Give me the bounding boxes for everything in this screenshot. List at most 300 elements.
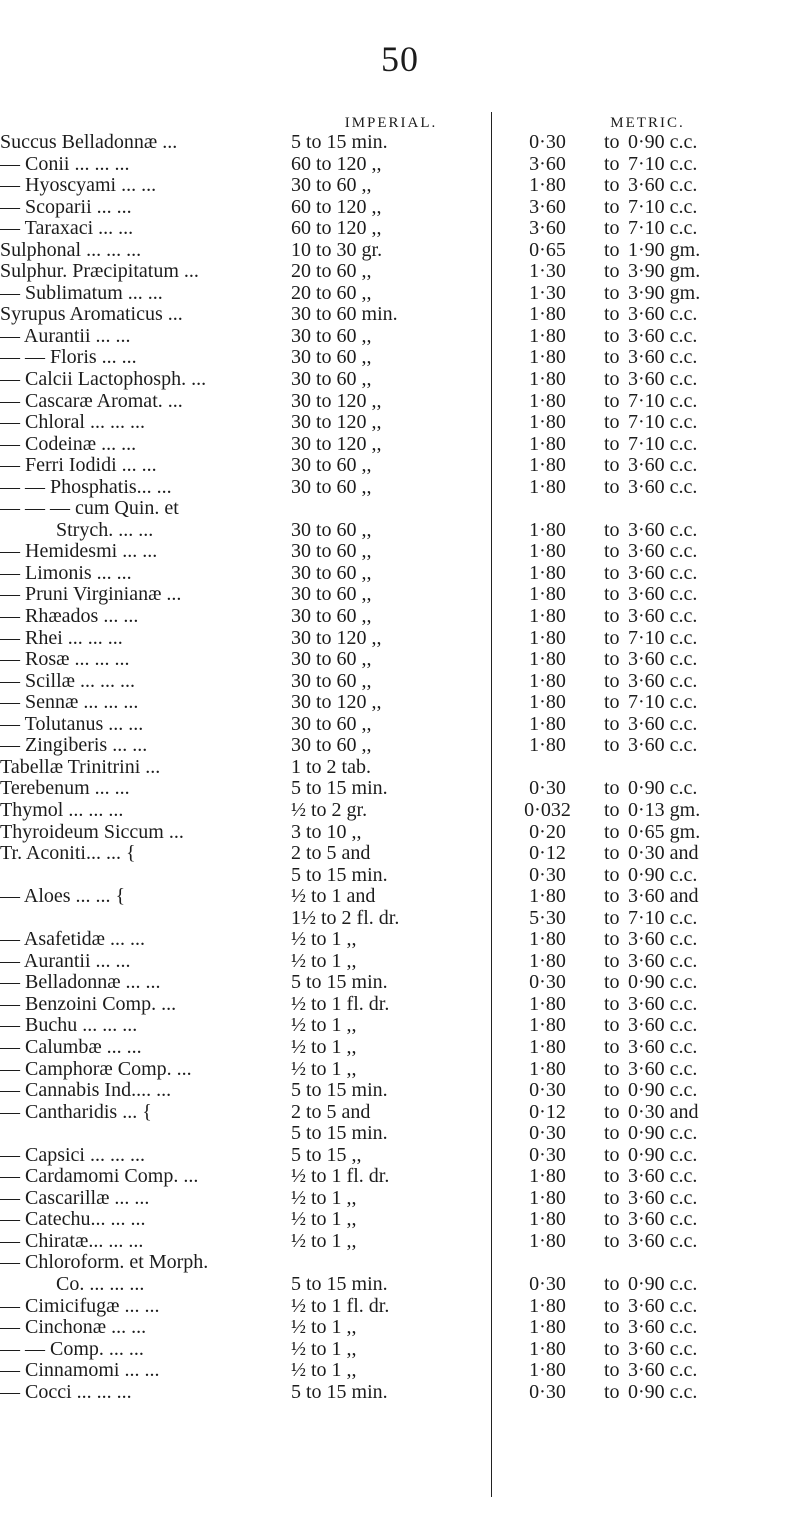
- row-metric-low: 1·80: [529, 1316, 566, 1339]
- row-metric-high: 3·60 c.c.: [628, 669, 698, 692]
- row-metric-high: 7·10 c.c.: [628, 906, 698, 929]
- row-metric-low: 3·60: [529, 217, 566, 240]
- table-row: [0, 240, 800, 262]
- row-metric-low: 1·80: [529, 174, 566, 197]
- row-name: — Benzoini Comp. ...: [0, 992, 177, 1015]
- row-metric-to: to: [604, 928, 620, 951]
- row-name: — Chiratæ... ... ...: [0, 1229, 144, 1252]
- row-imperial: ½ to 1 fl. dr.: [291, 1165, 390, 1188]
- row-metric-low: 1·80: [529, 475, 566, 498]
- row-imperial: 5 to 15 min.: [291, 1122, 388, 1145]
- row-name: — Cascarillæ ... ...: [0, 1186, 150, 1209]
- row-imperial: 30 to 120 ,,: [291, 432, 382, 455]
- row-metric-low: 1·80: [529, 540, 566, 563]
- row-name: Co. ... ... ...: [56, 1272, 145, 1295]
- table-row: [0, 1188, 800, 1210]
- table-row: [0, 1252, 800, 1274]
- row-metric-high: 7·10 c.c.: [628, 195, 698, 218]
- row-metric-high: 3·60 c.c.: [628, 1337, 698, 1360]
- row-metric-to: to: [604, 1337, 620, 1360]
- row-metric-to: to: [604, 217, 620, 240]
- table-row: [0, 261, 800, 283]
- row-imperial: 20 to 60 ,,: [291, 260, 372, 283]
- metric-header: METRIC.: [610, 115, 685, 131]
- row-name: — Cannabis Ind.... ...: [0, 1079, 172, 1102]
- row-imperial: 30 to 60 ,,: [291, 583, 372, 606]
- row-metric-high: 3·60 c.c.: [628, 1359, 698, 1382]
- row-metric-low: 0·20: [529, 820, 566, 843]
- row-metric-high: 3·60 c.c.: [628, 1186, 698, 1209]
- row-metric-to: to: [604, 540, 620, 563]
- table-row: [0, 326, 800, 348]
- dosage-table: [0, 132, 800, 1403]
- row-imperial: 30 to 120 ,,: [291, 691, 382, 714]
- row-metric-high: 0·90 c.c.: [628, 1079, 698, 1102]
- row-metric-low: 1·80: [529, 583, 566, 606]
- row-metric-to: to: [604, 1229, 620, 1252]
- row-imperial: 30 to 60 ,,: [291, 561, 372, 584]
- row-metric-low: 1·80: [529, 885, 566, 908]
- table-row: [0, 498, 800, 520]
- row-metric-to: to: [604, 1380, 620, 1403]
- row-name: Syrupus Aromaticus ...: [0, 303, 183, 326]
- row-metric-high: 7·10 c.c.: [628, 152, 698, 175]
- table-row: [0, 1080, 800, 1102]
- table-row: [0, 714, 800, 736]
- row-name: — Rosæ ... ... ...: [0, 648, 130, 671]
- row-name: — Taraxaci ... ...: [0, 217, 134, 240]
- row-metric-high: 7·10 c.c.: [628, 432, 698, 455]
- row-metric-to: to: [604, 669, 620, 692]
- row-metric-to: to: [604, 906, 620, 929]
- row-metric-low: 1·30: [529, 260, 566, 283]
- row-metric-high: 3·60 c.c.: [628, 928, 698, 951]
- row-name: — Ferri Iodidi ... ...: [0, 454, 157, 477]
- table-row: [0, 628, 800, 650]
- row-metric-low: 1·80: [529, 432, 566, 455]
- row-metric-low: 0·65: [529, 238, 566, 261]
- row-metric-high: 3·60 c.c.: [628, 648, 698, 671]
- row-imperial: 30 to 60 ,,: [291, 368, 372, 391]
- row-metric-high: 0·30 and: [628, 842, 699, 865]
- row-metric-low: 1·80: [529, 691, 566, 714]
- row-metric-to: to: [604, 842, 620, 865]
- row-imperial: 5 to 15 min.: [291, 1079, 388, 1102]
- row-metric-to: to: [604, 1143, 620, 1166]
- table-row: [0, 1166, 800, 1188]
- table-row: [0, 1296, 800, 1318]
- table-row: [0, 455, 800, 477]
- row-metric-to: to: [604, 432, 620, 455]
- table-row: [0, 822, 800, 844]
- imperial-header: IMPERIAL.: [344, 115, 438, 131]
- table-row: [0, 391, 800, 413]
- row-metric-high: 7·10 c.c.: [628, 411, 698, 434]
- row-name: — Calcii Lactophosph. ...: [0, 368, 207, 391]
- row-name: — Scoparii ... ...: [0, 195, 132, 218]
- row-imperial: ½ to 1 ,,: [291, 1229, 357, 1252]
- row-metric-to: to: [604, 324, 620, 347]
- row-imperial: ½ to 1 fl. dr.: [291, 992, 390, 1015]
- row-name: — Hyoscyami ... ...: [0, 174, 157, 197]
- row-metric-high: 3·60 c.c.: [628, 583, 698, 606]
- table-row: [0, 865, 800, 887]
- row-metric-to: to: [604, 1359, 620, 1382]
- row-metric-low: 1·80: [529, 1337, 566, 1360]
- row-metric-low: 0·30: [529, 1143, 566, 1166]
- row-metric-high: 0·90 c.c.: [628, 1380, 698, 1403]
- row-imperial: ½ to 1 and: [291, 885, 376, 908]
- table-row: [0, 1339, 800, 1361]
- row-imperial: 30 to 60 ,,: [291, 454, 372, 477]
- row-metric-to: to: [604, 583, 620, 606]
- row-metric-to: to: [604, 131, 620, 153]
- row-metric-to: to: [604, 1035, 620, 1058]
- row-metric-low: 1·80: [529, 626, 566, 649]
- row-imperial: 2 to 5 and: [291, 842, 371, 865]
- row-imperial: ½ to 2 gr.: [291, 798, 368, 821]
- row-metric-high: 7·10 c.c.: [628, 389, 698, 412]
- row-metric-high: 3·60 c.c.: [628, 712, 698, 735]
- row-metric-to: to: [604, 798, 620, 821]
- table-row: [0, 886, 800, 908]
- row-metric-high: 3·90 gm.: [628, 281, 701, 304]
- table-row: [0, 972, 800, 994]
- row-name: Terebenum ... ...: [0, 777, 130, 800]
- row-name: Tr. Aconiti... ... {: [0, 842, 136, 865]
- row-name: Thymol ... ... ...: [0, 798, 124, 821]
- table-row: [0, 1382, 800, 1404]
- row-metric-high: 3·60 c.c.: [628, 1316, 698, 1339]
- row-name: — Catechu... ... ...: [0, 1208, 146, 1231]
- row-metric-to: to: [604, 411, 620, 434]
- table-row: [0, 563, 800, 585]
- row-imperial: 30 to 60 min.: [291, 303, 398, 326]
- row-name: — Pruni Virginianæ ...: [0, 583, 182, 606]
- row-metric-to: to: [604, 346, 620, 369]
- row-metric-low: 0·032: [524, 798, 571, 821]
- row-metric-low: 1·80: [529, 669, 566, 692]
- row-metric-high: 3·60 c.c.: [628, 1057, 698, 1080]
- row-metric-high: 3·60 c.c.: [628, 475, 698, 498]
- page-number: 50: [381, 39, 419, 79]
- row-metric-low: 0·30: [529, 971, 566, 994]
- row-name: — Cinnamomi ... ...: [0, 1359, 160, 1382]
- table-row: [0, 197, 800, 219]
- row-name: — Sublimatum ... ...: [0, 281, 163, 304]
- table-row: [0, 304, 800, 326]
- row-metric-to: to: [604, 281, 620, 304]
- table-row: [0, 757, 800, 779]
- row-metric-low: 1·80: [529, 561, 566, 584]
- table-row: [0, 218, 800, 240]
- row-metric-low: 1·80: [529, 1229, 566, 1252]
- row-metric-to: to: [604, 1165, 620, 1188]
- row-imperial: ½ to 1 ,,: [291, 1186, 357, 1209]
- row-name: — Limonis ... ...: [0, 561, 132, 584]
- row-metric-to: to: [604, 1208, 620, 1231]
- row-name: — Cocci ... ... ...: [0, 1380, 132, 1403]
- table-row: [0, 1274, 800, 1296]
- row-metric-to: to: [604, 1057, 620, 1080]
- row-metric-to: to: [604, 1014, 620, 1037]
- row-metric-low: 1·80: [529, 992, 566, 1015]
- row-imperial: 30 to 60 ,,: [291, 324, 372, 347]
- row-metric-high: 7·10 c.c.: [628, 691, 698, 714]
- table-row: [0, 541, 800, 563]
- row-name: — Cascaræ Aromat. ...: [0, 389, 183, 412]
- row-imperial: ½ to 1 ,,: [291, 928, 357, 951]
- row-metric-to: to: [604, 561, 620, 584]
- table-row: [0, 1015, 800, 1037]
- row-imperial: 20 to 60 ,,: [291, 281, 372, 304]
- row-metric-to: to: [604, 1079, 620, 1102]
- row-metric-high: 3·60 c.c.: [628, 1208, 698, 1231]
- row-metric-to: to: [604, 454, 620, 477]
- row-name: Sulphonal ... ... ...: [0, 238, 142, 261]
- row-metric-to: to: [604, 691, 620, 714]
- row-metric-high: 3·60 c.c.: [628, 174, 698, 197]
- row-metric-to: to: [604, 885, 620, 908]
- row-metric-high: 3·60 c.c.: [628, 1035, 698, 1058]
- row-metric-low: 1·80: [529, 1186, 566, 1209]
- row-metric-to: to: [604, 174, 620, 197]
- table-row: [0, 908, 800, 930]
- row-metric-low: 1·80: [529, 1014, 566, 1037]
- table-row: [0, 477, 800, 499]
- row-metric-low: 3·60: [529, 152, 566, 175]
- row-name: — Capsici ... ... ...: [0, 1143, 145, 1166]
- row-metric-low: 1·80: [529, 734, 566, 757]
- row-name: — Buchu ... ... ...: [0, 1014, 138, 1037]
- row-name: — Codeinæ ... ...: [0, 432, 137, 455]
- table-row: [0, 951, 800, 973]
- row-name: — Rhei ... ... ...: [0, 626, 123, 649]
- table-row: [0, 843, 800, 865]
- row-name: — Cimicifugæ ... ...: [0, 1294, 160, 1317]
- table-row: [0, 1317, 800, 1339]
- row-imperial: 30 to 60 ,,: [291, 346, 372, 369]
- table-row: [0, 778, 800, 800]
- row-metric-high: 3·90 gm.: [628, 260, 701, 283]
- row-metric-high: 7·10 c.c.: [628, 626, 698, 649]
- table-row: [0, 520, 800, 542]
- row-name: — — — cum Quin. et: [0, 497, 179, 520]
- row-metric-low: 1·80: [529, 605, 566, 628]
- table-row: [0, 692, 800, 714]
- row-metric-to: to: [604, 1294, 620, 1317]
- table-row: [0, 671, 800, 693]
- table-row: [0, 412, 800, 434]
- table-row: [0, 584, 800, 606]
- row-metric-to: to: [604, 195, 620, 218]
- row-metric-to: to: [604, 303, 620, 326]
- row-imperial: 30 to 60 ,,: [291, 174, 372, 197]
- row-metric-low: 3·60: [529, 195, 566, 218]
- row-metric-low: 1·80: [529, 518, 566, 541]
- table-row: [0, 929, 800, 951]
- row-metric-low: 1·80: [529, 454, 566, 477]
- table-row: [0, 649, 800, 671]
- row-metric-to: to: [604, 475, 620, 498]
- row-metric-low: 1·80: [529, 368, 566, 391]
- row-metric-low: 1·80: [529, 411, 566, 434]
- row-name: — — Comp. ... ...: [0, 1337, 144, 1360]
- row-metric-to: to: [604, 1316, 620, 1339]
- row-imperial: 5 to 15 ,,: [291, 1143, 362, 1166]
- row-imperial: 1 to 2 tab.: [291, 755, 371, 778]
- row-metric-low: 0·30: [529, 1272, 566, 1295]
- table-row: [0, 1145, 800, 1167]
- table-row: [0, 369, 800, 391]
- row-metric-low: 1·80: [529, 648, 566, 671]
- row-name: — Chloral ... ... ...: [0, 411, 145, 434]
- row-name: — Cardamomi Comp. ...: [0, 1165, 199, 1188]
- row-name: — Zingiberis ... ...: [0, 734, 148, 757]
- row-metric-high: 0·90 c.c.: [628, 131, 698, 153]
- table-row: [0, 1231, 800, 1253]
- row-name: — Aloes ... ... {: [0, 885, 126, 908]
- row-name: — Calumbæ ... ...: [0, 1035, 142, 1058]
- row-metric-to: to: [604, 734, 620, 757]
- table-row: [0, 735, 800, 757]
- row-metric-high: 3·60 c.c.: [628, 518, 698, 541]
- row-metric-to: to: [604, 777, 620, 800]
- row-metric-to: to: [604, 1100, 620, 1123]
- row-imperial: ½ to 1 fl. dr.: [291, 1294, 390, 1317]
- row-metric-low: 1·80: [529, 303, 566, 326]
- row-imperial: 30 to 120 ,,: [291, 411, 382, 434]
- row-metric-high: 0·90 c.c.: [628, 1143, 698, 1166]
- row-metric-to: to: [604, 992, 620, 1015]
- row-name: — — Phosphatis... ...: [0, 475, 172, 498]
- row-metric-to: to: [604, 648, 620, 671]
- row-name: — Sennæ ... ... ...: [0, 691, 139, 714]
- row-imperial: ½ to 1 ,,: [291, 1316, 357, 1339]
- row-metric-low: 1·80: [529, 1057, 566, 1080]
- table-row: [0, 994, 800, 1016]
- row-metric-to: to: [604, 626, 620, 649]
- row-metric-low: 0·30: [529, 777, 566, 800]
- row-metric-high: 3·60 c.c.: [628, 1165, 698, 1188]
- row-metric-low: 1·30: [529, 281, 566, 304]
- row-imperial: 2 to 5 and: [291, 1100, 371, 1123]
- row-metric-high: 0·90 c.c.: [628, 777, 698, 800]
- table-row: [0, 132, 800, 154]
- row-imperial: ½ to 1 ,,: [291, 1035, 357, 1058]
- row-metric-low: 1·80: [529, 1294, 566, 1317]
- row-name: — Aurantii ... ...: [0, 949, 131, 972]
- row-metric-high: 1·90 gm.: [628, 238, 701, 261]
- row-metric-to: to: [604, 1186, 620, 1209]
- row-imperial: ½ to 1 ,,: [291, 1014, 357, 1037]
- row-metric-high: 3·60 c.c.: [628, 303, 698, 326]
- row-metric-high: 3·60 c.c.: [628, 1014, 698, 1037]
- row-metric-high: 3·60 and: [628, 885, 699, 908]
- row-imperial: ½ to 1 ,,: [291, 949, 357, 972]
- row-name: Strych. ... ...: [56, 518, 154, 541]
- row-metric-low: 0·30: [529, 1380, 566, 1403]
- table-row: [0, 606, 800, 628]
- row-imperial: 30 to 60 ,,: [291, 734, 372, 757]
- row-metric-low: 1·80: [529, 928, 566, 951]
- row-imperial: 1½ to 2 fl. dr.: [291, 906, 400, 929]
- row-metric-low: 5·30: [529, 906, 566, 929]
- row-metric-to: to: [604, 152, 620, 175]
- row-metric-high: 3·60 c.c.: [628, 561, 698, 584]
- table-row: [0, 1037, 800, 1059]
- row-metric-high: 3·60 c.c.: [628, 454, 698, 477]
- row-metric-low: 0·12: [529, 842, 566, 865]
- row-name: — Tolutanus ... ...: [0, 712, 144, 735]
- table-row: [0, 1360, 800, 1382]
- row-metric-to: to: [604, 863, 620, 886]
- row-imperial: 30 to 60 ,,: [291, 475, 372, 498]
- row-metric-high: 3·60 c.c.: [628, 346, 698, 369]
- row-imperial: 30 to 60 ,,: [291, 518, 372, 541]
- row-imperial: 60 to 120 ,,: [291, 217, 382, 240]
- row-imperial: 30 to 60 ,,: [291, 540, 372, 563]
- row-metric-low: 1·80: [529, 1359, 566, 1382]
- row-name: — Cinchonæ ... ...: [0, 1316, 147, 1339]
- row-imperial: ½ to 1 ,,: [291, 1337, 357, 1360]
- row-metric-to: to: [604, 605, 620, 628]
- row-imperial: 30 to 60 ,,: [291, 605, 372, 628]
- table-row: [0, 1059, 800, 1081]
- row-metric-low: 0·30: [529, 131, 566, 153]
- row-metric-high: 0·65 gm.: [628, 820, 701, 843]
- table-row: [0, 800, 800, 822]
- table-row: [0, 1123, 800, 1145]
- row-name: — Conii ... ... ...: [0, 152, 130, 175]
- row-metric-to: to: [604, 1122, 620, 1145]
- row-metric-to: to: [604, 971, 620, 994]
- row-metric-to: to: [604, 260, 620, 283]
- row-imperial: 5 to 15 min.: [291, 1380, 388, 1403]
- row-metric-low: 1·80: [529, 324, 566, 347]
- row-metric-high: 0·13 gm.: [628, 798, 701, 821]
- row-metric-low: 1·80: [529, 346, 566, 369]
- row-metric-to: to: [604, 238, 620, 261]
- row-metric-high: 0·90 c.c.: [628, 971, 698, 994]
- row-metric-high: 3·60 c.c.: [628, 540, 698, 563]
- row-metric-low: 1·80: [529, 389, 566, 412]
- row-metric-to: to: [604, 518, 620, 541]
- row-imperial: 30 to 60 ,,: [291, 669, 372, 692]
- table-row: [0, 434, 800, 456]
- row-imperial: 5 to 15 min.: [291, 863, 388, 886]
- row-metric-high: 3·60 c.c.: [628, 324, 698, 347]
- table-row: [0, 1102, 800, 1124]
- row-name: — Belladonnæ ... ...: [0, 971, 161, 994]
- row-imperial: 30 to 60 ,,: [291, 712, 372, 735]
- row-imperial: 60 to 120 ,,: [291, 152, 382, 175]
- row-name: — Chloroform. et Morph.: [0, 1251, 209, 1274]
- row-metric-to: to: [604, 712, 620, 735]
- row-metric-low: 1·80: [529, 1208, 566, 1231]
- row-imperial: 5 to 15 min.: [291, 1272, 388, 1295]
- row-metric-high: 3·60 c.c.: [628, 1294, 698, 1317]
- row-metric-high: 7·10 c.c.: [628, 217, 698, 240]
- row-metric-low: 0·12: [529, 1100, 566, 1123]
- row-name: — Asafetidæ ... ...: [0, 928, 145, 951]
- row-name: — Cantharidis ... {: [0, 1100, 152, 1123]
- row-imperial: 5 to 15 min.: [291, 777, 388, 800]
- row-metric-low: 0·30: [529, 863, 566, 886]
- row-imperial: 30 to 120 ,,: [291, 626, 382, 649]
- row-imperial: ½ to 1 ,,: [291, 1057, 357, 1080]
- row-metric-high: 0·90 c.c.: [628, 863, 698, 886]
